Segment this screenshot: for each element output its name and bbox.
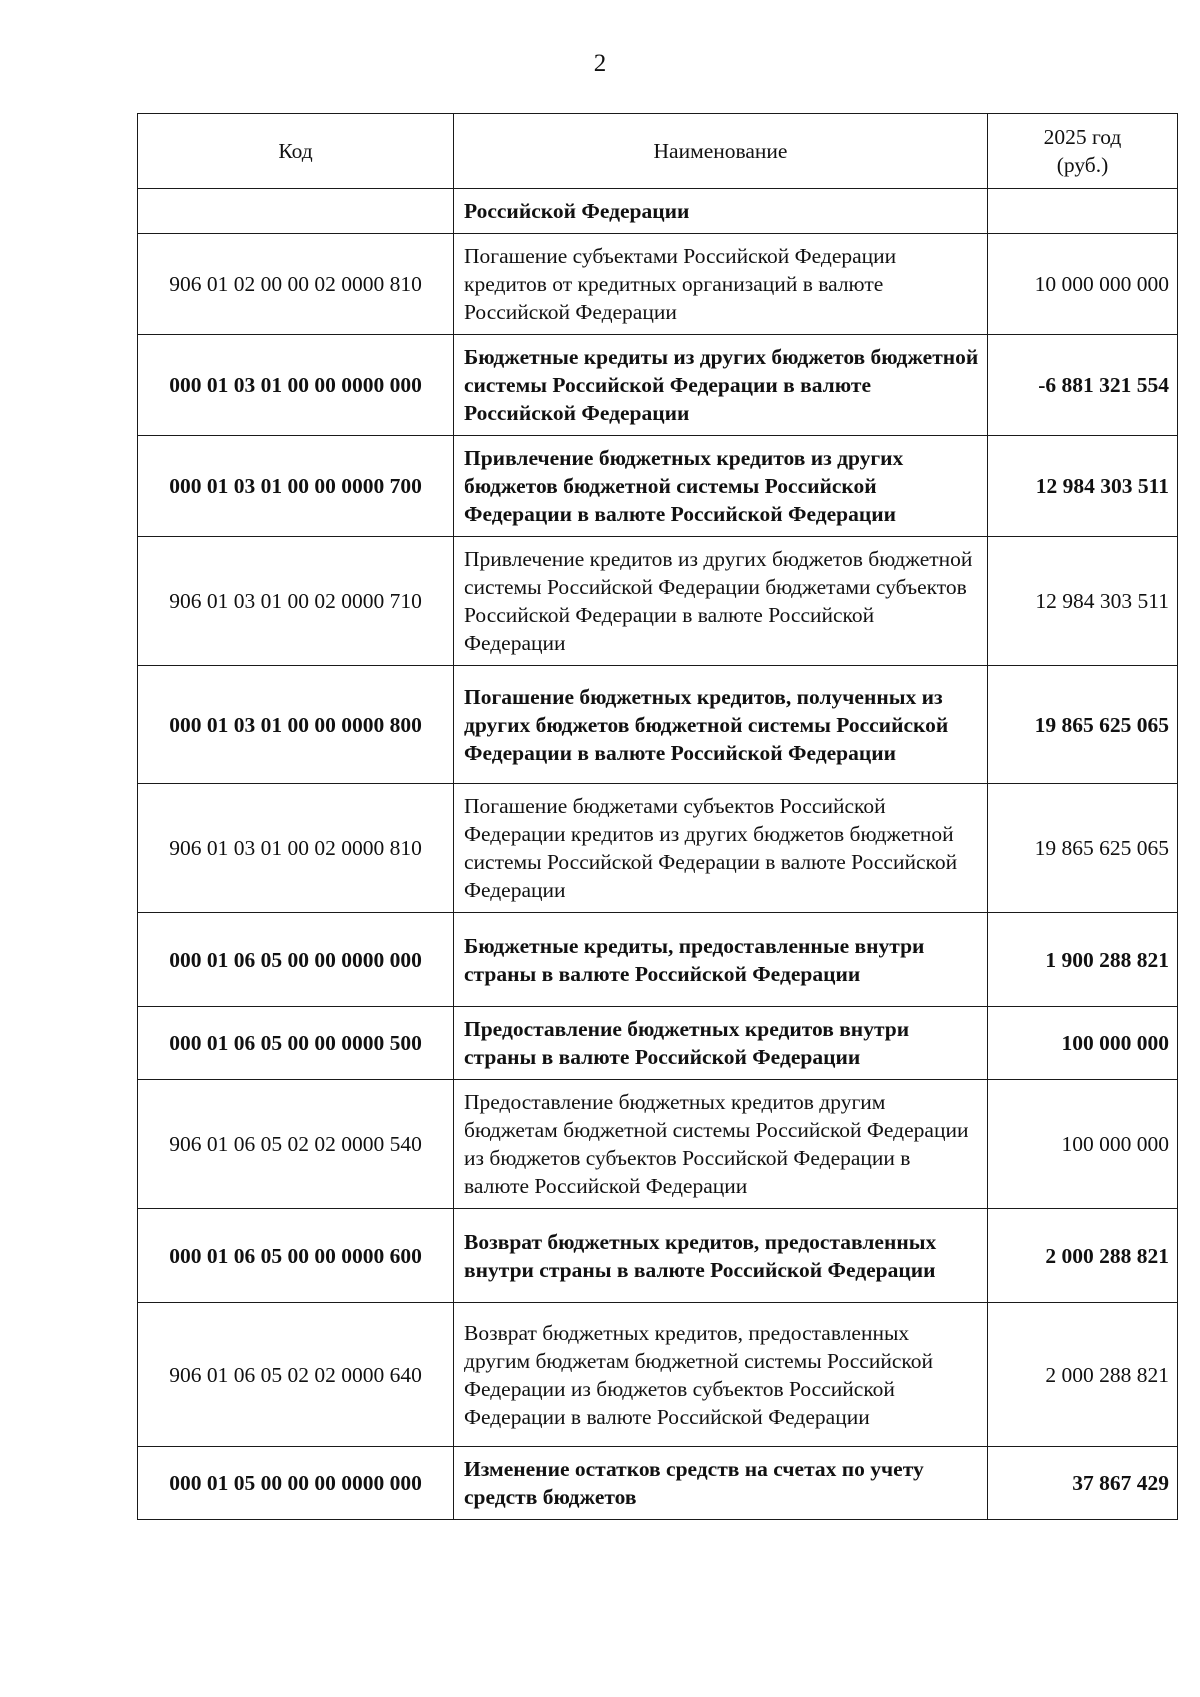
cell-amount: 2 000 288 821 bbox=[988, 1303, 1178, 1447]
cell-amount: 2 000 288 821 bbox=[988, 1209, 1178, 1303]
cell-code: 000 01 03 01 00 00 0000 700 bbox=[138, 436, 454, 537]
cell-amount: 19 865 625 065 bbox=[988, 784, 1178, 913]
header-name: Наименование bbox=[454, 114, 988, 189]
cell-amount bbox=[988, 189, 1178, 234]
cell-name: Бюджетные кредиты, предоставленные внутри страны в валюте Российской Федерации bbox=[454, 913, 988, 1007]
cell-code: 000 01 03 01 00 00 0000 000 bbox=[138, 335, 454, 436]
cell-name: Предоставление бюджетных кредитов другим бюджетам бюджетной системы Российской Федерации из бюджетов субъектов Российской Федерации в валюте Российской Федерации bbox=[454, 1080, 988, 1209]
header-amount bbox=[988, 114, 1178, 189]
cell-code: 000 01 06 05 00 00 0000 000 bbox=[138, 913, 454, 1007]
cell-name: Погашение бюджетами субъектов Российской Федерации кредитов из других бюджетов бюджетной системы Российской Федерации в валюте Российской Федерации bbox=[454, 784, 988, 913]
cell-name: Российской Федерации bbox=[454, 189, 988, 234]
cell-code: 000 01 05 00 00 00 0000 000 bbox=[138, 1447, 454, 1520]
header-code: Код bbox=[138, 114, 454, 189]
cell-name: Бюджетные кредиты из других бюджетов бюджетной системы Российской Федерации в валюте Российской Федерации bbox=[454, 335, 988, 436]
header-amount-unit: (руб.) bbox=[1056, 153, 1109, 177]
table-row bbox=[138, 335, 1178, 436]
cell-code: 906 01 03 01 00 02 0000 710 bbox=[138, 537, 454, 666]
cell-amount: 100 000 000 bbox=[988, 1007, 1178, 1080]
table-header-row bbox=[138, 114, 1178, 189]
cell-amount: 12 984 303 511 bbox=[988, 537, 1178, 666]
cell-amount: 19 865 625 065 bbox=[988, 666, 1178, 784]
cell-name: Погашение бюджетных кредитов, полученных из других бюджетов бюджетной системы Российской Федерации в валюте Российской Федерации bbox=[454, 666, 988, 784]
cell-amount: 10 000 000 000 bbox=[988, 234, 1178, 335]
cell-amount: 12 984 303 511 bbox=[988, 436, 1178, 537]
table-row bbox=[138, 1303, 1178, 1447]
cell-amount: 100 000 000 bbox=[988, 1080, 1178, 1209]
budget-sources-table bbox=[137, 113, 1178, 1520]
table-row bbox=[138, 189, 1178, 234]
table-body bbox=[138, 189, 1178, 1520]
table-row bbox=[138, 784, 1178, 913]
table-row bbox=[138, 234, 1178, 335]
table-row bbox=[138, 1209, 1178, 1303]
cell-name: Погашение субъектами Российской Федерации кредитов от кредитных организаций в валюте Российской Федерации bbox=[454, 234, 988, 335]
cell-name: Возврат бюджетных кредитов, предоставленных внутри страны в валюте Российской Федерации bbox=[454, 1209, 988, 1303]
table-row bbox=[138, 913, 1178, 1007]
cell-code: 000 01 06 05 00 00 0000 600 bbox=[138, 1209, 454, 1303]
table-row bbox=[138, 537, 1178, 666]
table-row bbox=[138, 666, 1178, 784]
cell-code: 000 01 03 01 00 00 0000 800 bbox=[138, 666, 454, 784]
cell-code: 906 01 06 05 02 02 0000 640 bbox=[138, 1303, 454, 1447]
cell-code bbox=[138, 189, 454, 234]
table-row bbox=[138, 1080, 1178, 1209]
table-row bbox=[138, 1447, 1178, 1520]
cell-name: Предоставление бюджетных кредитов внутри страны в валюте Российской Федерации bbox=[454, 1007, 988, 1080]
cell-code: 906 01 02 00 00 02 0000 810 bbox=[138, 234, 454, 335]
cell-amount: 37 867 429 bbox=[988, 1447, 1178, 1520]
cell-code: 906 01 03 01 00 02 0000 810 bbox=[138, 784, 454, 913]
page-number: 2 bbox=[593, 50, 607, 77]
header-amount-year: 2025 год bbox=[1043, 125, 1122, 149]
cell-code: 000 01 06 05 00 00 0000 500 bbox=[138, 1007, 454, 1080]
table-row bbox=[138, 436, 1178, 537]
cell-name: Привлечение кредитов из других бюджетов бюджетной системы Российской Федерации бюджетами субъектов Российской Федерации в валюте Российской Федерации bbox=[454, 537, 988, 666]
cell-name: Возврат бюджетных кредитов, предоставленных другим бюджетам бюджетной системы Российской Федерации из бюджетов субъектов Российской Федерации в валюте Российской Федерации bbox=[454, 1303, 988, 1447]
cell-name: Изменение остатков средств на счетах по учету средств бюджетов bbox=[454, 1447, 988, 1520]
table-row bbox=[138, 1007, 1178, 1080]
cell-name: Привлечение бюджетных кредитов из других бюджетов бюджетной системы Российской Федерации в валюте Российской Федерации bbox=[454, 436, 988, 537]
cell-amount: 1 900 288 821 bbox=[988, 913, 1178, 1007]
cell-code: 906 01 06 05 02 02 0000 540 bbox=[138, 1080, 454, 1209]
cell-amount: -6 881 321 554 bbox=[988, 335, 1178, 436]
